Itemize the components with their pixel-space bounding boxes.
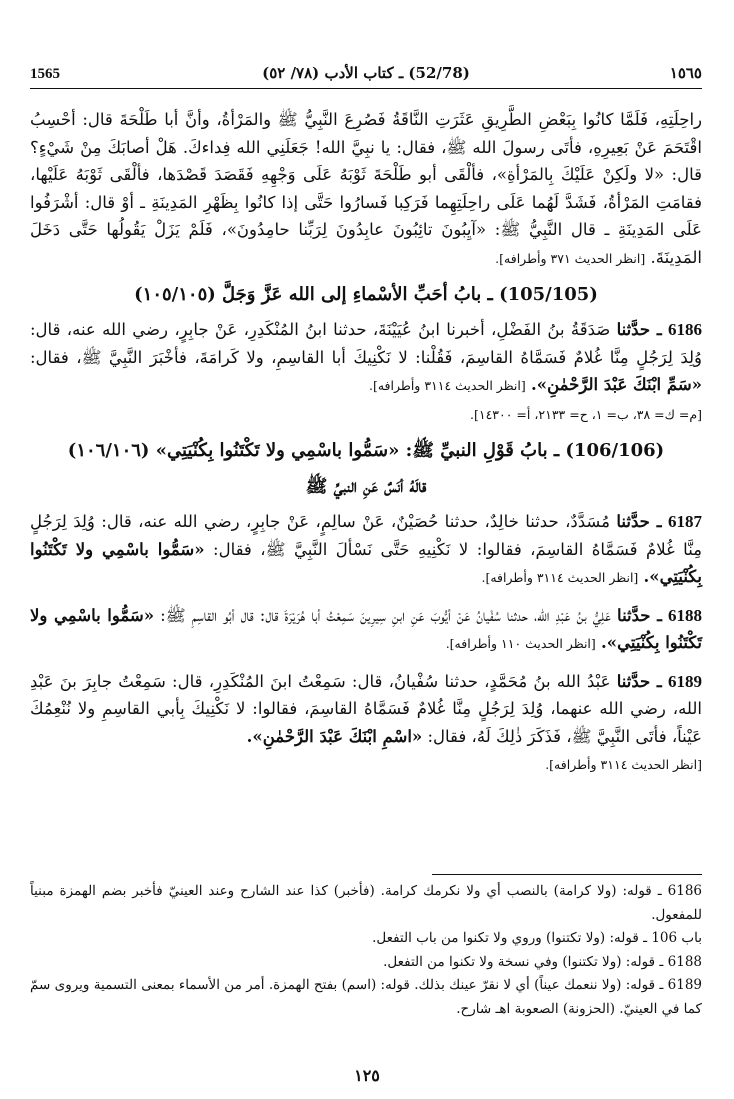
haddathana-label: ـ حدَّثنا <box>616 671 662 691</box>
prophetic-quote: «اسْمِ ابْنَكَ عَبْدَ الرَّحْمٰنِ». <box>246 726 423 746</box>
hadith-text: عَلِيُّ بنُ عَبْدِ الله، حدثنا سُفْيانُ عَنْ أيُّوبَ عَنِ ابنِ سِيرِينَ سَمِعْتُ أبا هُرَيْرَةَ قال: قال أبُو القاسِمِ ﷺ: <box>160 605 611 625</box>
main-text <box>30 106 702 779</box>
hadith-text: عَبْدُ الله بنُ مُحَمَّدٍ، حدثنا سُفْيانُ، قال: سَمِعْتُ ابنَ المُنْكَدِرِ، قال: سَمِعْتُ جابِرَ بنَ عَبْدِ الله، رضي الله عنهما، وُلِدَ لِرَجُلٍ مِنَّا غُلامٌ فَسَمَّاهُ القاسِمَ، فقالوا: لا نَكْنِيكَ بِأبي القاسِمِ ولا نُنْعِمُكَ عَيْناً، فأتَى النَّبِيَّ ﷺ، فَذَكَرَ ذٰلِكَ لَهُ، فقال: <box>30 671 702 746</box>
haddathana-label: ـ حدَّثنا <box>617 605 662 625</box>
hadith-reference: [انظر الحديث ٣١١٤ وأطرافه]. <box>368 378 526 393</box>
hadith-reference-muslim: [م= ك= ٣٨، ب= ١، ح= ٢١٣٣، أ= ١٤٣٠٠]. <box>470 406 702 422</box>
footnote-6189: 6189 ـ قوله: (ولا ننعمك عيناً) أي لا نقرّ عينك بذلك. قوله: (اسم) بفتح الهمزة. أمر من الأسماء بمعنى التسمية ويروى سمّ كما في العينيّ. (الحزونة) الصعوبة اهـ شارح. <box>30 977 702 1017</box>
running-header <box>30 58 702 89</box>
running-title: (52/78) ـ كتاب الأدب (٧٨/ ٥٢) <box>262 64 470 82</box>
hadith-number: 6187 <box>668 512 703 531</box>
page-number-arabic: ١٥٦٥ <box>669 64 702 82</box>
hadith-6189 <box>30 668 702 779</box>
prophetic-quote: «سَمُّوا باسْمِي ولا تَكْتَنُوا بِكُنْيَتِي». <box>30 605 702 652</box>
hadith-reference: [انظر الحديث ١١٠ وأطرافه]. <box>445 636 596 651</box>
hadith-text: صَدَقَةُ بنُ الفَضْلِ، أخبرنا ابنُ عُيَيْنَةَ، حدثنا ابنُ المُنْكَدِرِ، عَنْ جابِرٍ، رضي الله عنه، قال: وُلِدَ لِرَجُلٍ مِنَّا غُلامٌ فَسَمَّاهُ القاسِمَ، فَقُلْنا: لا نَكْنِيكَ أبا القاسِمِ، ولا كَرامَةَ، فأخْبَرَ النَّبِيَّ ﷺ، فقال: <box>30 320 702 367</box>
footnote-6186: 6186 ـ قوله: (ولا كرامة) بالنصب أي ولا نكرمك كرامة. (فأخبر) كذا عند الشارح وعند العينيّ فأخبر بضم الهمزة مبنياً للمفعول. <box>30 883 702 923</box>
footer-page-number: ١٢٥ <box>354 1066 380 1085</box>
chapter-heading-106: (106/106) ـ بابُ قَوْلِ النبيِّ ﷺ: «سَمُّوا باسْمِي ولا تَكْتَنُوا بِكُنْيَتِي» (١٠٦/١٠٦) <box>67 440 665 461</box>
hadith-6186 <box>30 316 702 428</box>
footnote-6188: 6188 ـ قوله: (ولا تكتنوا) وفي نسخة ولا تكنوا من التفعل. <box>383 953 702 970</box>
footnotes <box>30 880 702 1021</box>
intro-reference: [انظر الحديث ٣٧١ وأطرافه]. <box>495 250 646 266</box>
hadith-number: 6189 <box>668 671 702 691</box>
hadith-text: مُسَدَّدٌ، حدثنا خالِدٌ، حدثنا حُصَيْنٌ، عَنْ سالِمٍ، عَنْ جابِرٍ، رضي الله عنه، قال: وُلِدَ لِرَجُلٍ مِنَّا غُلامٌ فَسَمَّاهُ القاسِمَ، فقالوا: لا نَكْنِيهِ حَتَّى نَسْألَ النَّبِيَّ ﷺ، فقال: <box>30 512 703 559</box>
footnote-bab-106: باب 106 ـ قوله: (ولا تكتنوا) وروي ولا تكنوا من باب التفعل. <box>372 930 702 946</box>
hadith-6187 <box>30 508 702 592</box>
haddathana-label: ـ حدَّثنا <box>616 512 662 531</box>
hadith-reference: [انظر الحديث ٣١١٤ وأطرافه]. <box>481 570 639 585</box>
hadith-reference: [انظر الحديث ٣١١٤ وأطرافه]. <box>545 757 702 772</box>
footnote-divider <box>432 874 702 875</box>
chapter-subheading-106: قالَهُ أنَسٌ عَنِ النبيِّ ﷺ <box>305 476 427 497</box>
hadith-6188 <box>30 602 702 658</box>
chapter-heading-105: (105/105) ـ بابُ أحَبِّ الأسْماءِ إلى الله عَزَّ وَجَلَّ (١٠٥/١٠٥) <box>134 284 598 305</box>
intro-paragraph <box>30 106 702 272</box>
intro-text: راحِلَتِهِ، فَلَمَّا كانُوا بِبَعْضِ الطَّرِيقِ عَثَرَتِ النَّاقَةُ فَصُرِعَ النَّبِيُّ ﷺ والمَرْأةُ، وأنَّ أبا طَلْحَةَ قال: أحْسِبُ اقْتَحَمَ عَنْ بَعِيرِهِ، فأتَى رسولَ الله ﷺ، فقال: يا نبِيَّ الله! جَعَلَنِي الله فِداءكَ. هَلْ أصابَكَ مِنْ شَيْءٍ؟ قال: «لا ولَكِنْ عَلَيْكَ بِالمَرْأةِ»، فألْقَى أبو طَلْحَةَ ثَوْبَهُ عَلَى وَجْهِهِ فَقَصَدَ قَصْدَها، فألْقَى ثَوْبَهُ عَلَيْها، فقامَتِ المَرْأةُ، فَشَدَّ لَهُما عَلَى راحِلَتِهِما فَرَكِبا فَسارُوا حَتَّى إذا كانُوا بِظَهْرِ المَدِينَةِ ـ أوْ قال: أشْرَفُوا عَلَى المَدِينَةِ ـ قال النَّبِيُّ ﷺ: «آيِبُونَ تائِبُونَ عابِدُونَ لِرَبِّنا حامِدُونَ»، فَلَمْ يَزَلْ يَقُولُها حَتَّى دَخَلَ المَدِينَةَ. <box>30 110 702 267</box>
prophetic-quote: «سَمِّ ابْنَكَ عَبْدَ الرَّحْمٰنِ». <box>531 375 702 394</box>
hadith-number: 6186 <box>668 320 702 339</box>
prophetic-quote: «سَمُّوا باسْمِي ولا تَكْتَنُوا بِكُنْيَتِي». <box>30 539 702 586</box>
page-number-latin: 1565 <box>30 66 60 82</box>
hadith-number: 6188 <box>668 605 703 625</box>
haddathana-label: ـ حدَّثنا <box>616 320 662 339</box>
